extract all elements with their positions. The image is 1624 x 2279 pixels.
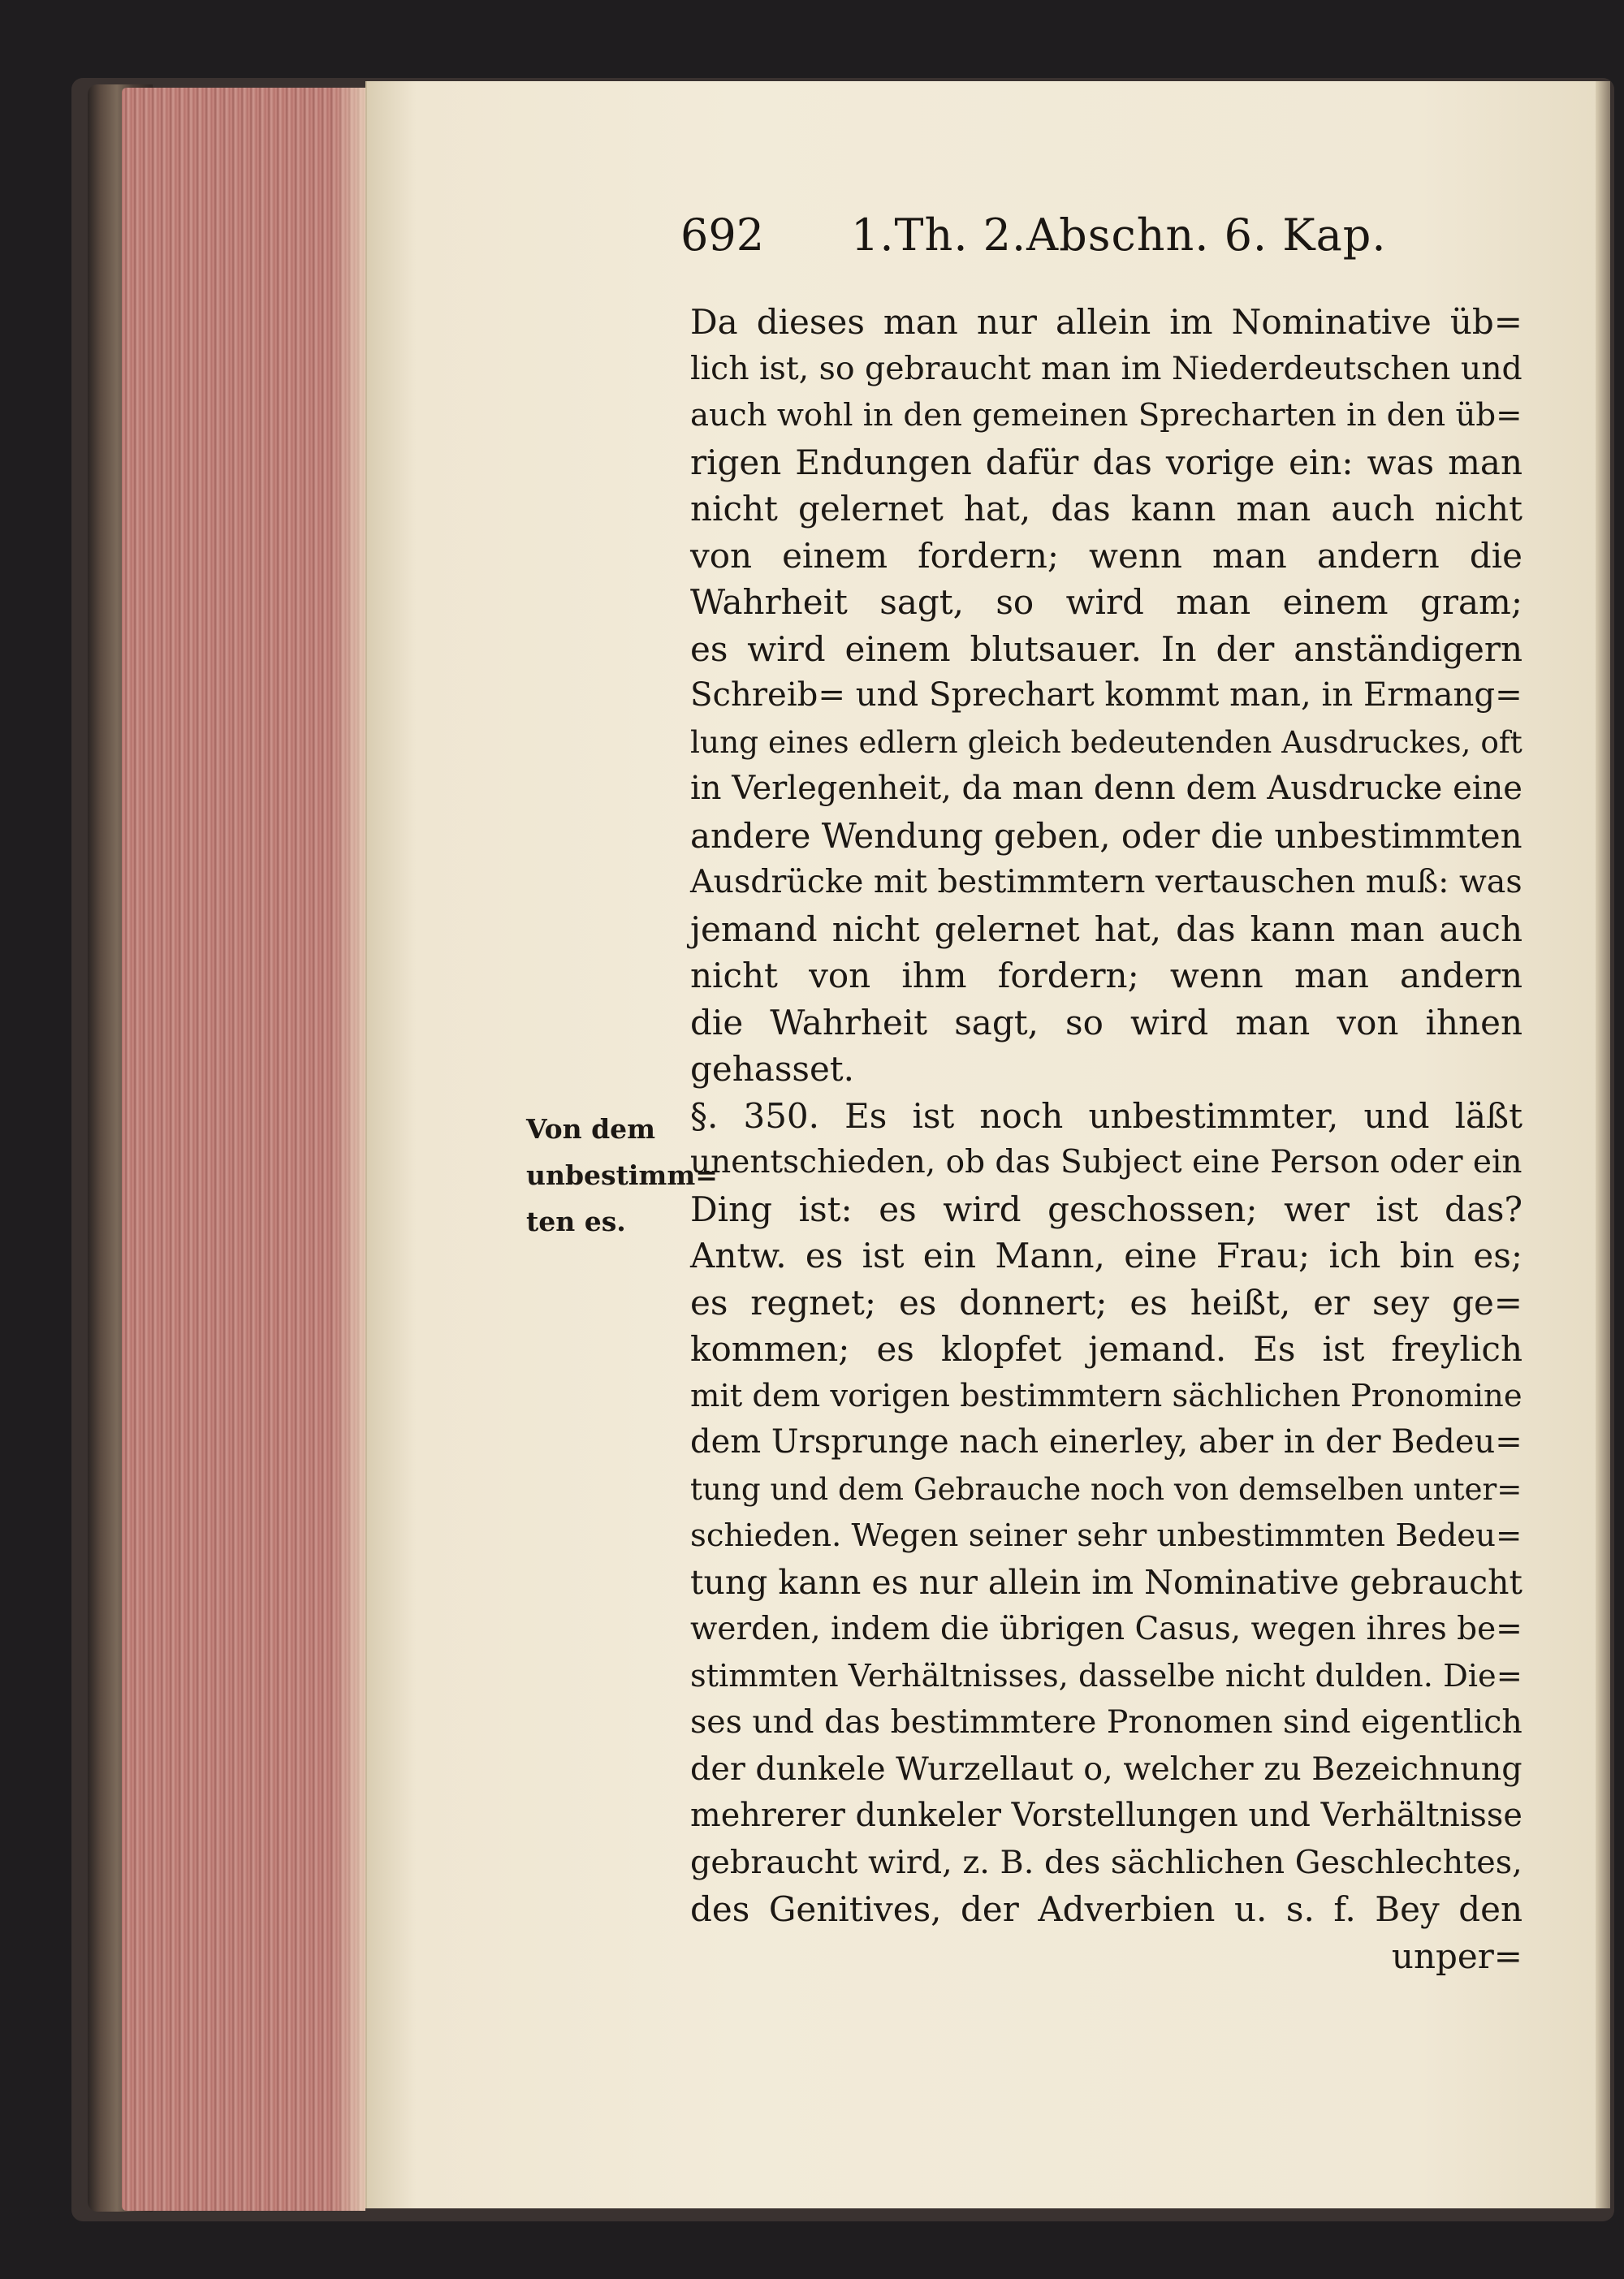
text-line: Schreib= und Sprechart kommt man, in Ermang= — [690, 676, 1522, 714]
text-line: andere Wendung geben, oder die unbestimmten — [690, 815, 1522, 856]
text-line: der dunkele Wurzellaut o, welcher zu Bezeichnung — [690, 1750, 1522, 1788]
page-header — [680, 209, 1525, 266]
text-line: tung kann es nur allein im Nominative gebraucht — [690, 1562, 1522, 1602]
catchword: unper= — [1391, 1936, 1522, 1976]
text-line: lich ist, so gebraucht man im Niederdeutschen und — [690, 349, 1522, 387]
text-line: kommen; es klopfet jemand. Es ist freylich — [690, 1329, 1522, 1369]
text-line: Ausdrücke mit bestimmtern vertauschen muß: was — [690, 863, 1522, 900]
text-line: Wahrheit sagt, so wird man einem gram; — [690, 582, 1522, 622]
text-line: Ding ist: es wird geschossen; wer ist das? — [690, 1189, 1522, 1229]
margin-note-line: Von dem — [526, 1113, 656, 1145]
text-line: schieden. Wegen seiner sehr unbestimmten Bedeu= — [690, 1517, 1522, 1554]
margin-note — [526, 1106, 718, 1245]
body-text — [690, 299, 1522, 1979]
text-line: tung und dem Gebrauche noch von demselben unter= — [690, 1470, 1522, 1507]
text-line: lung eines edlern gleich bedeutenden Ausdruckes, oft — [690, 723, 1522, 760]
text-line: in Verlegenheit, da man denn dem Ausdrucke eine — [690, 770, 1522, 807]
text-line: werden, indem die übrigen Casus, wegen ihres be= — [690, 1611, 1522, 1647]
text-line: ses und das bestimmtere Pronomen sind eigentlich — [690, 1703, 1522, 1741]
text-line: die Wahrheit sagt, so wird man von ihnen — [690, 1002, 1522, 1042]
text-line: rigen Endungen dafür das vorige ein: was man — [690, 442, 1522, 482]
text-line: von einem fordern; wenn man andern die — [690, 535, 1522, 576]
text-line: gebraucht wird, z. B. des sächlichen Geschlechtes, — [690, 1843, 1522, 1881]
text-line: gehasset. — [690, 1049, 855, 1089]
margin-note-line: unbestimm= — [526, 1159, 718, 1191]
page-block-edges — [122, 88, 365, 2211]
text-line: auch wohl in den gemeinen Sprecharten in den üb= — [690, 397, 1522, 434]
page-number: 692 — [680, 209, 765, 261]
text-line: §. 350. Es ist noch unbestimmter, und läßt — [690, 1095, 1522, 1136]
text-line: mehrerer dunkeler Vorstellungen und Verhältnisse — [690, 1797, 1522, 1834]
text-line: nicht von ihm fordern; wenn man andern — [690, 956, 1522, 995]
running-head: 1.Th. 2.Abschn. 6. Kap. — [851, 209, 1387, 261]
text-line: es regnet; es donnert; es heißt, er sey ge= — [690, 1282, 1522, 1323]
text-line: jemand nicht gelernet hat, das kann man auch — [690, 909, 1522, 949]
page-gutter-edge — [1596, 81, 1610, 2208]
text-line: des Genitives, der Adverbien u. s. f. Bey den — [690, 1889, 1522, 1929]
text-line: Da dieses man nur allein im Nominative üb= — [690, 302, 1522, 342]
margin-note-line: ten es. — [526, 1206, 626, 1237]
text-line: mit dem vorigen bestimmtern sächlichen Pronomine — [690, 1377, 1522, 1414]
text-line: unentschieden, ob das Subject eine Person oder ein — [690, 1144, 1522, 1181]
text-line: Antw. es ist ein Mann, eine Frau; ich bin es; — [690, 1236, 1522, 1275]
text-line: dem Ursprunge nach einerley, aber in der Bedeu= — [690, 1423, 1522, 1461]
text-line: nicht gelernet hat, das kann man auch nicht — [690, 489, 1522, 529]
text-line: stimmten Verhältnisses, dasselbe nicht dulden. Die= — [690, 1657, 1522, 1694]
text-line: es wird einem blutsauer. In der anständigern — [690, 628, 1522, 669]
